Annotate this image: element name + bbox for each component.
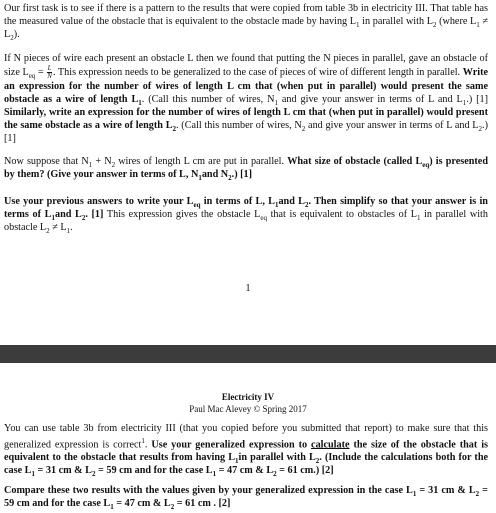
footnote-mark: 1	[141, 437, 145, 445]
paragraph-calculate: You can use table 3b from electricity III (that you copied before you submitted that report) to make sure that this generalized expression is correct$^1$. Use your generalized expression to calculate the size of the obstacle that is equivalent to the obstacle that results from having $L_1in$ parallel with $L_2$. (Include the calculations both for the case $L_1 = 31$ cm & $L_2 = 59$ cm and for the case $L_1 = 47$ cm & $L_2 = 61$ cm.) [2]	[4, 423, 489, 479]
calculate-underlined: calculate	[311, 439, 350, 451]
paragraph-simplify: Use your previous answers to write your $L_{eq}$ in terms of L, $L_1and$ $L_2$. Then simplify so that your answer is in terms of $L_1and$ $L_2$. [1] This expression gives the obstacle $L_{eq}$ that is equivalent to obstacles of $L_1$ in parallel with obstacle $L_2 \ne L_1$.	[4, 196, 488, 236]
paragraph-n-pieces: If N pieces of wire each present an obstacle L then we found that putting the N pieces in parallel, gave an obstacle of size $L_{eq}$ = $\frac{L}{N}$ . This expression needs to be generalized to the case of pieces of wire of different length in parallel. Write an expression for the number of wires of length L cm that (when put in parallel) would present the same obstacle as a wire of length $L_1$. (Call this number of wires, $N_1$ and give your answer in terms of L and $L_1$.) [1] Similarly, write an expression for the number of wires of length L cm that (when put in parallel) would present the same obstacle as a wire of length $L_2$. (Call this number of wires, $N_2$ and give your answer in terms of L and $L_2$.) [1]	[4, 53, 489, 144]
page-number: 1	[245, 283, 251, 294]
document-page-2	[0, 363, 496, 513]
paragraph-compare: Compare these two results with the values given by your generalized expression in the case $L_1 = 31$ cm & $L_2 = 59$ cm and for the case $L_1 = 47$ cm & $L_2 = 61$ cm . [2]	[4, 485, 488, 512]
page-separator	[0, 345, 496, 363]
header-author: Paul Mac Alevey © Spring 2017	[189, 404, 307, 414]
header-title: Electricity IV	[221, 392, 275, 402]
paragraph-n1-plus-n2: Now suppose that $N_1 + N_2$ wires of length L cm are put in parallel. What size of obstacle (called $L_{eq}$) is presented by them? (Give your answer in terms of L, $N_1and$ $N_2$.) [1]	[4, 156, 488, 183]
fraction-l-over-n: $\frac{L}{N}$	[47, 64, 52, 80]
paragraph-intro: Our first task is to see if there is a pattern to the results that were copied from table 3b in electricity III. That table has the measured value of the obstacle that is equivalent to the obstacle made by having $L_1$ in parallel with $L_2$ (where $L_1 \ne L_2$).	[4, 3, 488, 43]
